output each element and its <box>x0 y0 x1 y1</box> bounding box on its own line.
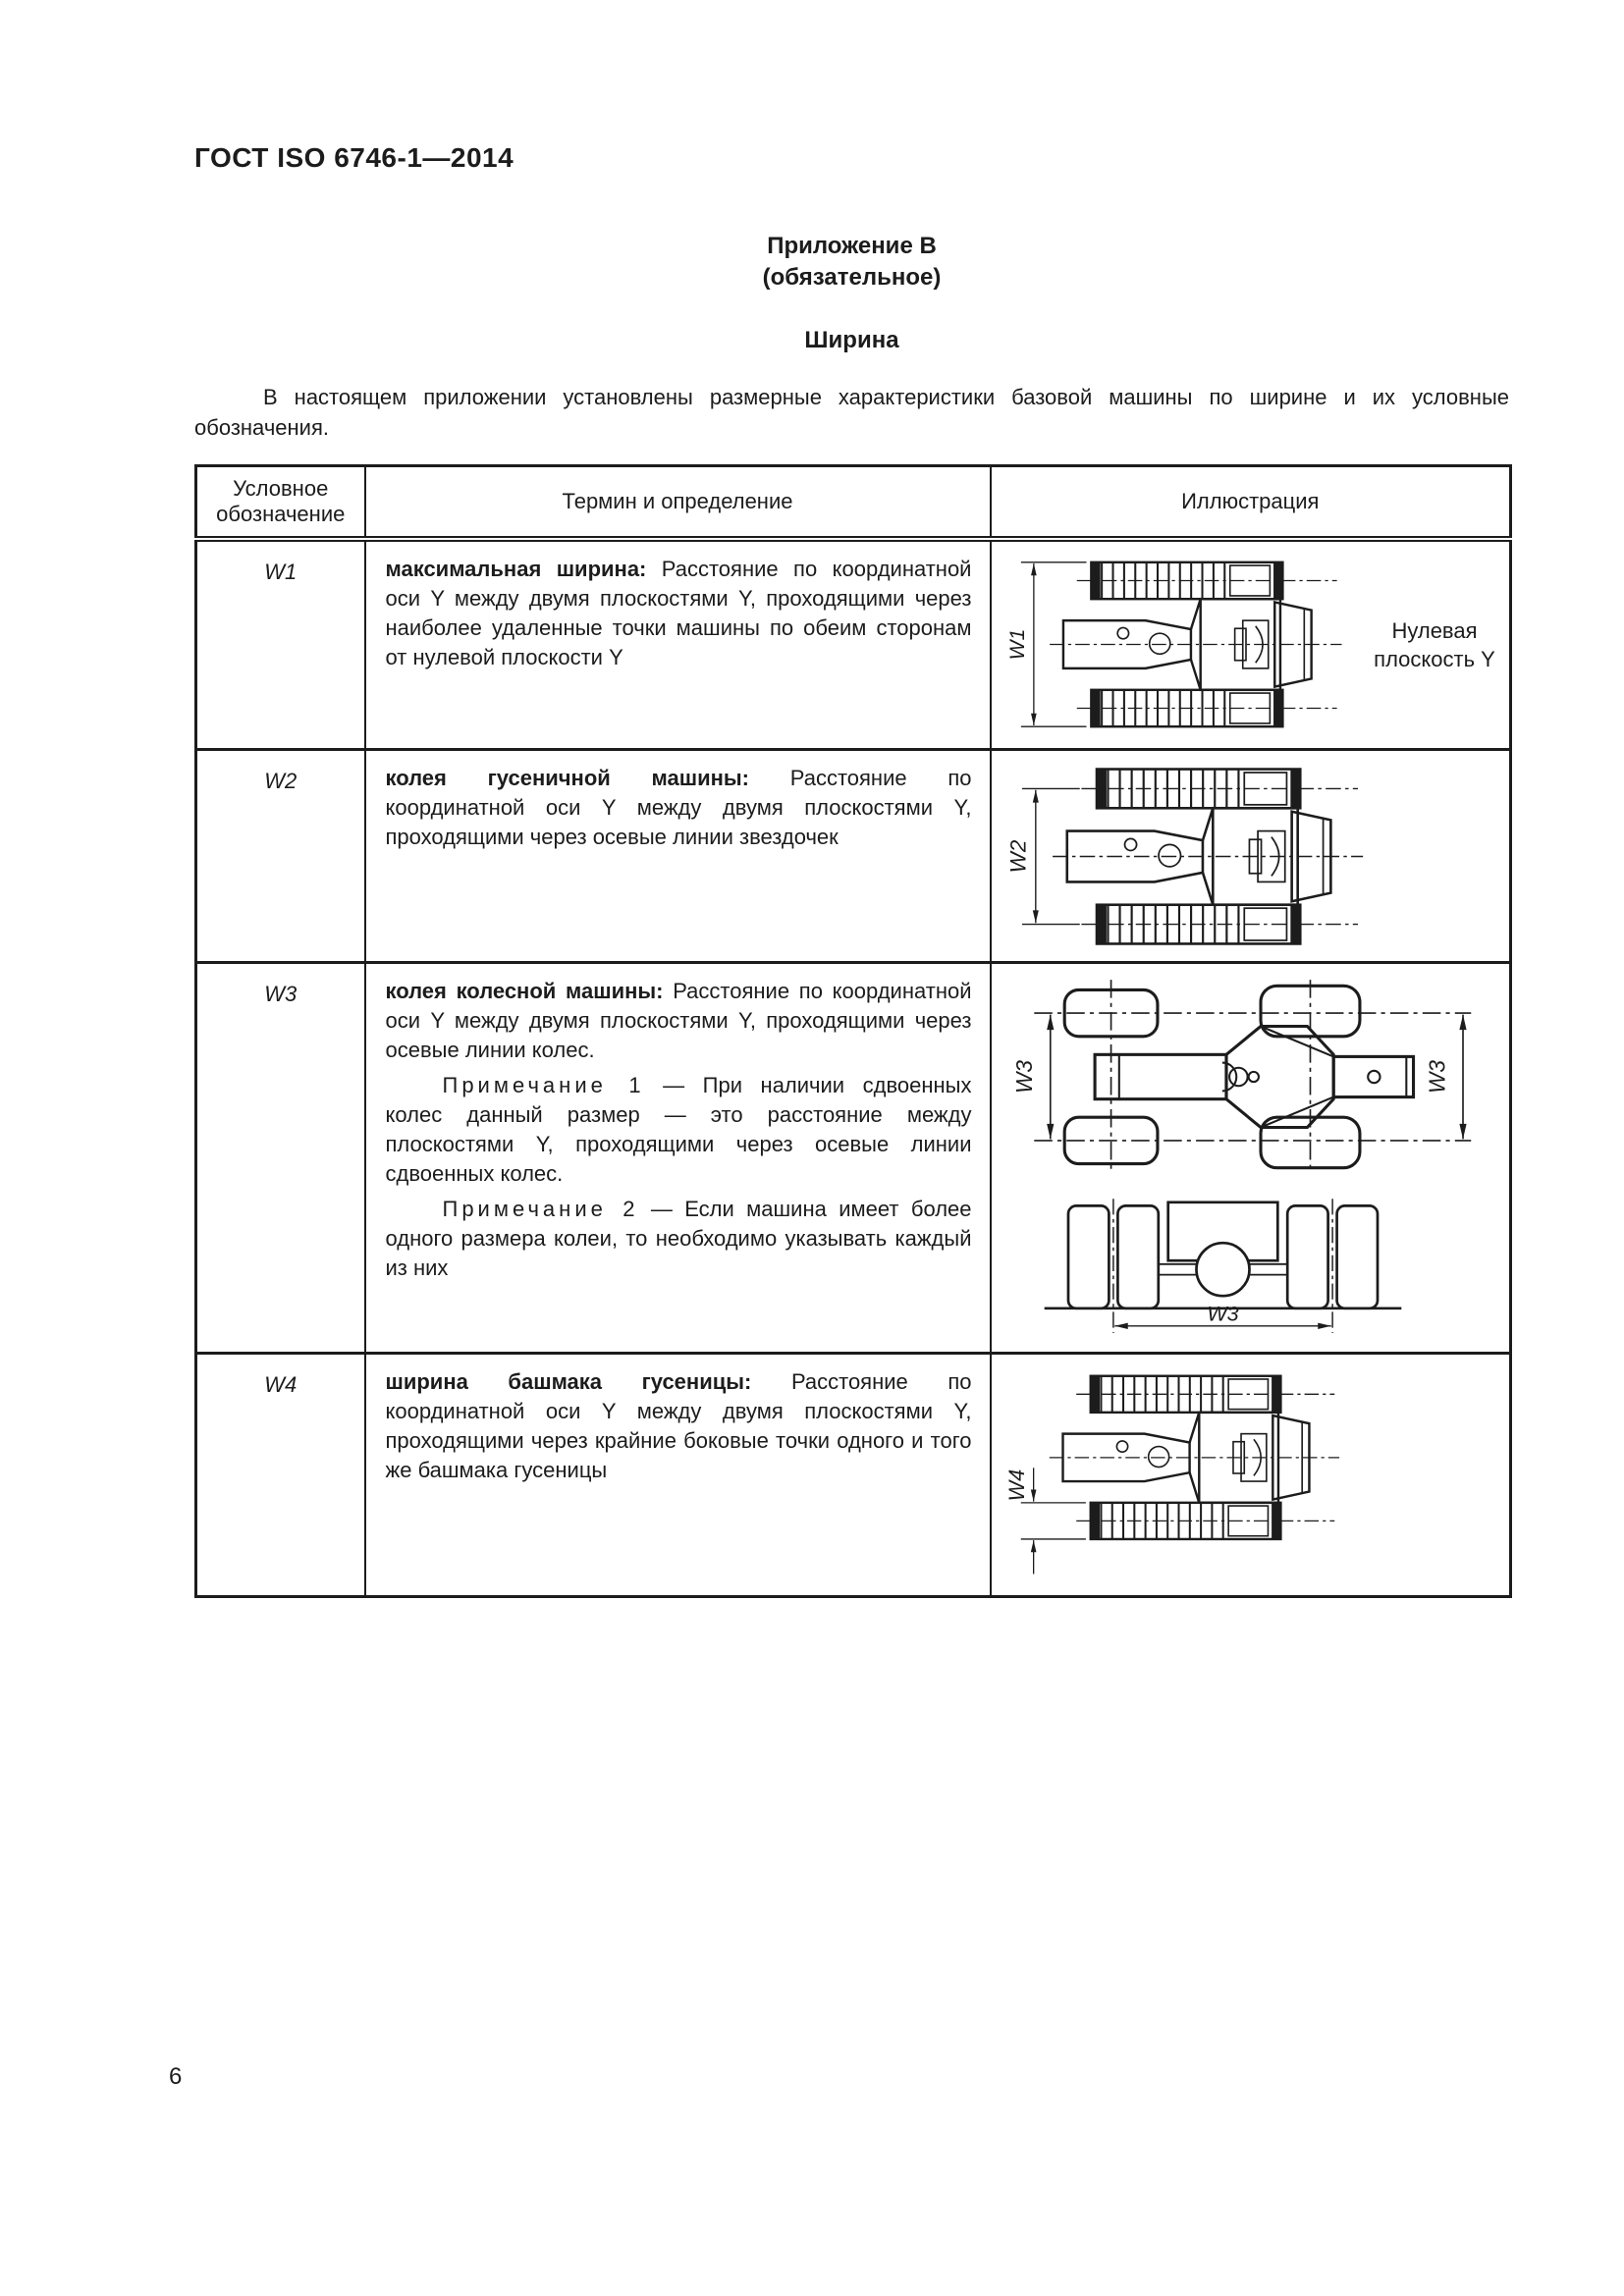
wheeled-top-view-illustration <box>1005 976 1482 1178</box>
term-name-w1: максимальная ширина: <box>385 556 647 581</box>
note-2-label: Примечание 2 <box>442 1197 639 1221</box>
illustration-cell-w3 <box>991 963 1511 1354</box>
dim-label-w2: W2 <box>1004 839 1030 873</box>
illustration-cell-w4 <box>991 1354 1511 1597</box>
term-definition-w1: Расстояние по координатной оси Y между двумя плоскостями Y, проходящими через наиболее удаленные точки машины по обеим сторонам от нулевой плоскости Y <box>385 556 972 669</box>
col-header-illustration: Иллюстрация <box>991 466 1511 539</box>
term-definition-w4: Расстояние по координатной оси Y между двумя плоскостями Y, проходящими через крайние боковые точки одного и того же башмака гусеницы <box>385 1369 972 1482</box>
symbol-w2: W2 <box>196 750 365 963</box>
table-row-w4 <box>196 1354 1511 1597</box>
symbol-w3: W3 <box>196 963 365 1354</box>
note-1 <box>386 1071 972 1189</box>
term-cell-w4 <box>365 1354 991 1597</box>
term-cell-w2 <box>365 750 991 963</box>
appendix-heading <box>194 231 1509 294</box>
zero-plane-callout: Нулевая плоскость Y <box>1374 617 1495 671</box>
dim-label-w4: W4 <box>1003 1468 1029 1501</box>
illustration-cell-w1 <box>991 539 1511 750</box>
dimensions-table <box>194 464 1512 1598</box>
dim-label-w1: W1 <box>1005 628 1029 661</box>
dim-label-w3-right: W3 <box>1423 1060 1449 1094</box>
term-cell-w3 <box>365 963 991 1354</box>
table-header-row <box>196 466 1511 539</box>
crawler-top-view-illustration-w4 <box>1003 1366 1352 1584</box>
crawler-top-view-illustration-w2 <box>1003 759 1377 954</box>
page-number: 6 <box>169 2063 183 2090</box>
document-title: ГОСТ ISO 6746-1—2014 <box>194 142 514 173</box>
dual-wheels-rear-view-illustration <box>1019 1192 1427 1342</box>
term-definition-w3: Расстояние по координатной оси Y между двумя плоскостями Y, проходящими через осевые линии колес. <box>385 979 972 1062</box>
note-1-label: Примечание 1 <box>442 1073 645 1097</box>
note-2-text: — Если машина имеет более одного размера колеи, то необходимо указывать каждый из них <box>385 1197 972 1280</box>
intro-paragraph: В настоящем приложении установлены размерные характеристики базовой машины по ширине и их условные обозначения. <box>194 385 1509 440</box>
note-1-text: — При наличии сдвоенных колес данный размер — это расстояние между плоскостями Y, проходящими через осевые линии сдвоенных колес. <box>385 1073 972 1186</box>
table-row-w3 <box>196 963 1511 1354</box>
dim-label-w3-left: W3 <box>1010 1060 1037 1094</box>
dim-label-w3-rear: W3 <box>1206 1301 1239 1326</box>
table-row-w1 <box>196 539 1511 750</box>
term-name-w4: ширина башмака гусеницы: <box>385 1369 752 1394</box>
table-row-w2 <box>196 750 1511 963</box>
term-name-w2: колея гусеничной машины: <box>385 766 750 790</box>
symbol-w4: W4 <box>196 1354 365 1597</box>
term-cell-w1 <box>365 539 991 750</box>
term-name-w3: колея колесной машины: <box>385 979 664 1003</box>
section-title: Ширина <box>804 327 899 353</box>
col-header-term: Термин и определение <box>365 466 991 539</box>
appendix-subtitle: (обязательное) <box>762 264 942 291</box>
symbol-w1: W1 <box>196 539 365 750</box>
term-definition-w2: Расстояние по координатной оси Y между двумя плоскостями Y, проходящими через осевые линии звездочек <box>385 766 972 849</box>
illustration-cell-w2 <box>991 750 1511 963</box>
note-2 <box>386 1195 972 1283</box>
col-header-symbol: Условное обозначение <box>196 466 365 539</box>
appendix-title: Приложение В <box>767 233 937 259</box>
crawler-top-view-illustration-w1 <box>1003 547 1355 742</box>
